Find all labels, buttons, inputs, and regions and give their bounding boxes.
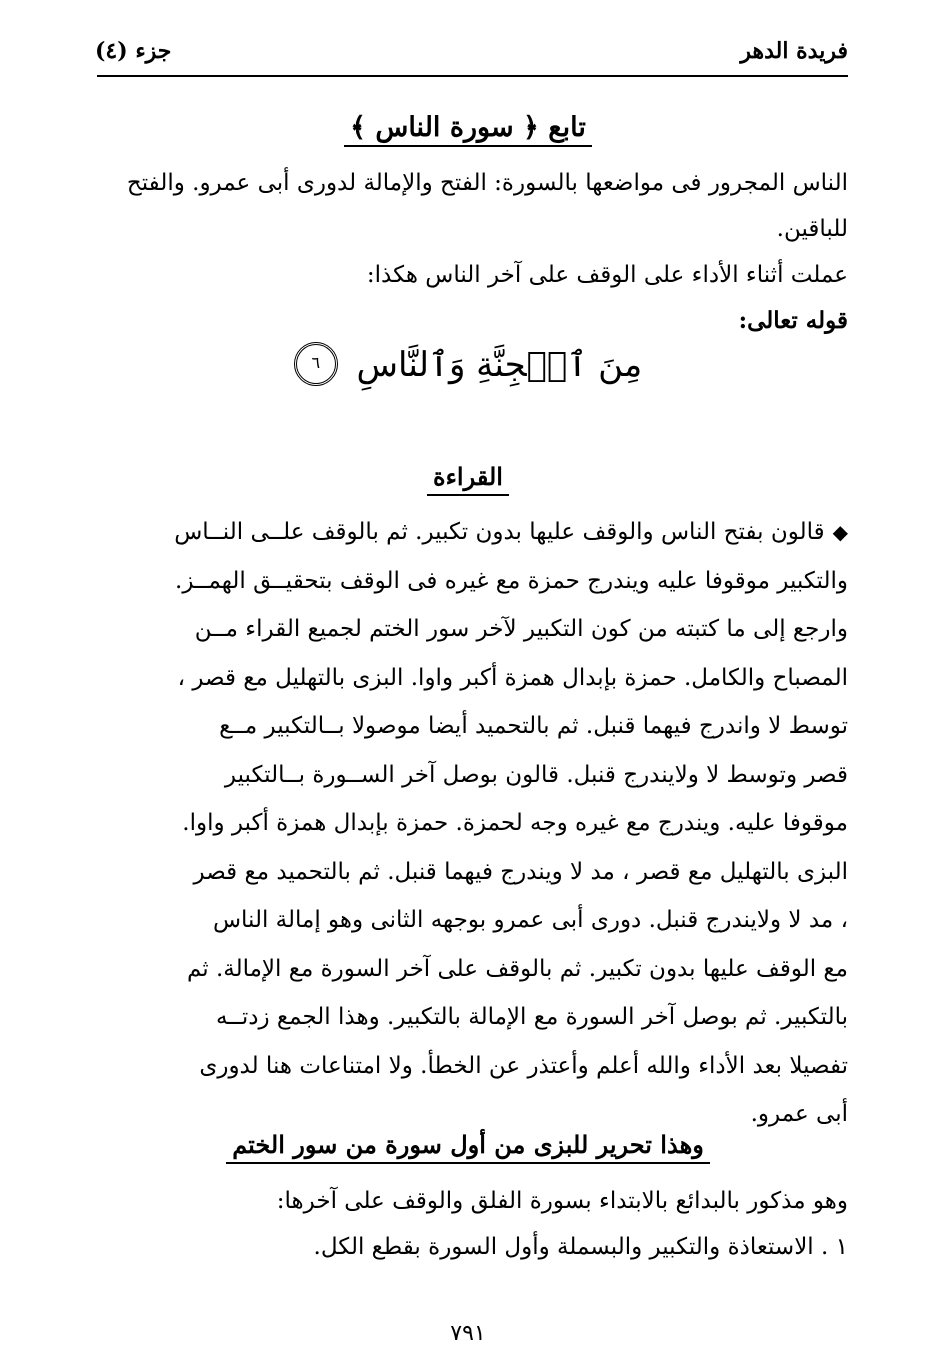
qiraa-paragraph [96, 508, 848, 1139]
header-rule [97, 75, 848, 77]
qiraa-line: وارجع إلى ما كتبته من كون التكبير لآخر سور الختم لجميع القراء مــن [194, 616, 848, 642]
qiraa-line: البزى بالتهليل مع قصر ، مد لا ويندرج فيهما قنبل. ثم بالتحميد مع قصر [193, 858, 848, 885]
qiraa-line: أبى عمرو. [750, 1101, 848, 1127]
qiraa-line: المصباح والكامل. حمزة بإبدال همزة أكبر واوا. البزى بالتهليل مع قصر ، [177, 664, 848, 691]
sura-title [0, 112, 936, 143]
tahrir-line: ١ . الاستعاذة والتكبير والبسملة وأول السورة بقطع الكل. [313, 1234, 848, 1260]
qiraa-line: مع الوقف عليها بدون تكبير. ثم بالوقف على آخر السورة مع الإمالة. ثم [186, 955, 848, 982]
part-number: جزء (٤) [95, 38, 172, 64]
intro-line: للباقين. [776, 216, 848, 242]
qiraa-line: والتكبير موقوفا عليه ويندرج حمزة مع غيره فى الوقف بتحقيــق الهمــز. [175, 567, 848, 594]
qiraa-line: قصر وتوسط لا ولايندرج قنبل. قالون بوصل آخر الســورة بــالتكبير [224, 761, 848, 788]
qiraa-heading-text: القراءة [427, 462, 509, 496]
running-header [95, 38, 848, 78]
qiraa-line: بالتكبير. ثم بوصل آخر السورة مع الإمالة بالتكبير. وهذا الجمع زدتــه [216, 1004, 848, 1030]
page-number: ٧٩١ [450, 1321, 486, 1346]
qiraa-line: ◆قالون بفتح الناس والوقف عليها بدون تكبير. ثم بالوقف علــى النــاس [174, 519, 848, 545]
intro-line: الناس المجرور فى مواضعها بالسورة: الفتح والإمالة لدورى أبى عمرو. والفتح [126, 170, 848, 196]
tahrir-line: وهو مذكور بالبدائع بالابتداء بسورة الفلق والوقف على آخرها: [276, 1188, 848, 1214]
qiraa-line: موقوفا عليه. ويندرج مع غيره وجه لحمزة. حمزة بإبدال همزة أكبر واوا. [182, 810, 848, 836]
sura-title-text: تابع ﴿ سورة الناس ﴾ [344, 112, 592, 147]
qiraa-line: ، مد لا ولايندرج قنبل. دورى أبى عمرو بوجهه الثانى وهو إمالة الناس [212, 907, 848, 933]
ayah-number-icon: ٦ [294, 342, 338, 386]
intro-line: قوله تعالى: [738, 307, 848, 334]
tahrir-paragraph [96, 1178, 848, 1270]
tahrir-heading [0, 1130, 936, 1159]
verse-text: مِنَ ٱلۡجِنَّةِ وَٱلنَّاسِ [356, 344, 643, 385]
intro-line: عملت أثناء الأداء على الوقف على آخر الناس هكذا: [366, 262, 848, 288]
quran-verse [0, 342, 936, 386]
intro-paragraph [96, 160, 848, 344]
qiraa-heading [0, 462, 936, 491]
diamond-bullet-icon: ◆ [832, 520, 848, 544]
book-title: فريدة الدهر [740, 38, 848, 64]
qiraa-line: توسط لا واندرج فيهما قنبل. ثم بالتحميد أيضا موصولا بــالتكبير مــع [219, 713, 848, 739]
tahrir-heading-text: وهذا تحرير للبزى من أول سورة من سور الختم [226, 1130, 710, 1164]
qiraa-line: تفصيلا بعد الأداء والله أعلم وأعتذر عن الخطأ. ولا امتناعات هنا لدورى [199, 1052, 848, 1079]
